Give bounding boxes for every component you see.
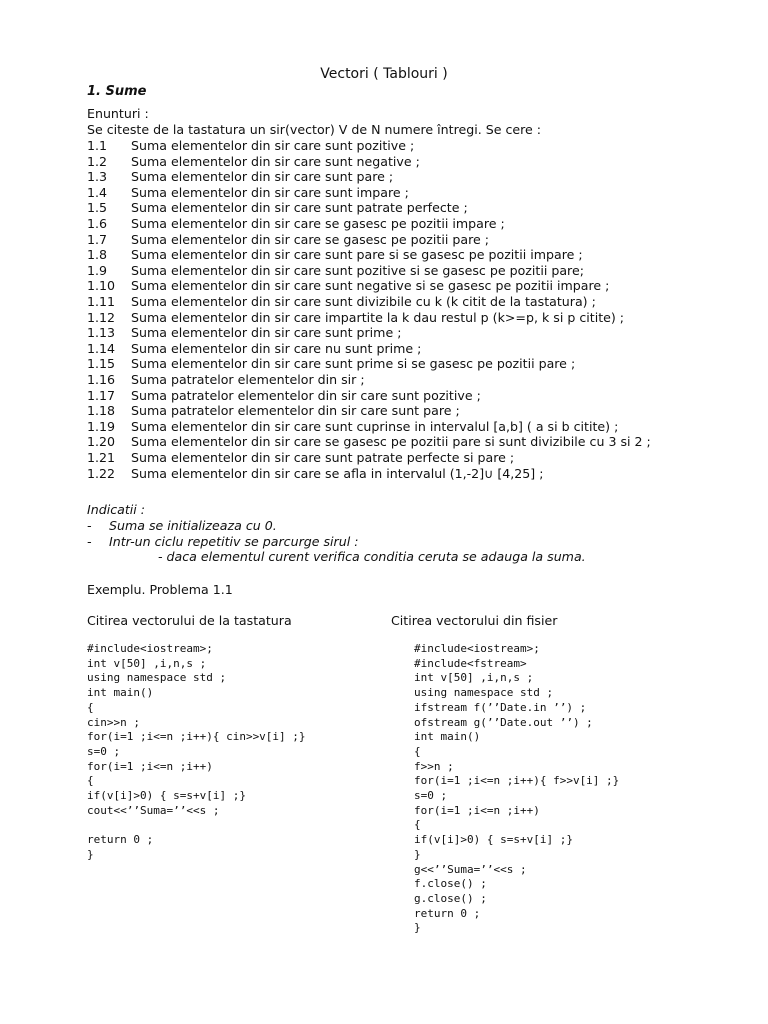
item-text: Suma elementelor din sir care sunt impare ; xyxy=(131,184,409,200)
example-label: Exemplu. Problema 1.1 xyxy=(87,582,233,597)
indicatie-1: Suma se initializeaza cu 0. xyxy=(109,518,277,533)
item-text: Suma elementelor din sir care sunt patrate perfecte ; xyxy=(131,200,468,216)
bullet-dash: - xyxy=(87,534,92,549)
item-text: Suma elementelor din sir care sunt negative ; xyxy=(131,153,420,169)
item-text: Suma elementelor din sir care sunt prime si se gasesc pe pozitii pare ; xyxy=(131,356,576,372)
item-number: 1.13 xyxy=(87,325,116,341)
item-number: 1.6 xyxy=(87,216,108,231)
item-text: Suma elementelor din sir care sunt patrate perfecte si pare ; xyxy=(131,450,515,465)
item-number: 1.21 xyxy=(87,450,116,465)
item-number: 1.3 xyxy=(87,169,108,185)
item-text: Suma elementelor din sir care sunt divizibile cu k (k citit de la tastatura) ; xyxy=(131,294,596,309)
item-text: Suma elementelor din sir care sunt prime ; xyxy=(131,325,402,341)
left-column-heading: Citirea vectorului de la tastatura xyxy=(87,613,292,628)
item-number: 1.7 xyxy=(87,231,108,247)
item-text: Suma elementelor din sir care sunt negative si se gasesc pe pozitii impare ; xyxy=(131,278,610,294)
section-heading: 1. Sume xyxy=(87,84,147,99)
item-number: 1.10 xyxy=(87,278,116,294)
item-number: 1.19 xyxy=(87,418,116,434)
item-number: 1.20 xyxy=(87,434,116,450)
item-number: 1.15 xyxy=(87,356,116,372)
item-text: Suma elementelor din sir care sunt pare si se gasesc pe pozitii impare ; xyxy=(131,247,583,263)
document-title: Vectori ( Tablouri ) xyxy=(320,66,448,82)
item-number: 1.8 xyxy=(87,247,108,263)
item-number: 1.16 xyxy=(87,372,116,387)
item-text: Suma elementelor din sir care sunt pare ; xyxy=(131,169,394,185)
item-number: 1.22 xyxy=(87,465,116,481)
right-column-heading: Citirea vectorului din fisier xyxy=(391,613,558,628)
item-text: Suma elementelor din sir care sunt pozitive ; xyxy=(131,138,415,153)
item-text: Suma patratelor elementelor din sir care sunt pozitive ; xyxy=(131,387,481,403)
item-text: Suma elementelor din sir care nu sunt prime ; xyxy=(131,340,422,356)
item-number: 1.9 xyxy=(87,262,108,278)
intro-heading: Enunturi : xyxy=(87,106,149,121)
item-text: Suma patratelor elementelor din sir care sunt pare ; xyxy=(131,403,460,419)
item-number: 1.11 xyxy=(87,294,116,309)
intro-statement: Se citeste de la tastatura un sir(vector) V de N numere întregi. Se cere : xyxy=(87,122,542,137)
item-text: Suma elementelor din sir care se gasesc pe pozitii impare ; xyxy=(131,216,505,231)
item-text: Suma elementelor din sir care se gasesc pe pozitii pare ; xyxy=(131,231,489,247)
item-number: 1.18 xyxy=(87,403,116,419)
item-text: Suma elementelor din sir care sunt cuprinse in intervalul [a,b] ( a si b citite) ; xyxy=(131,418,619,434)
code-keyboard: #include<iostream>; int v[50] ,i,n,s ; using namespace std ; int main() { cin>>n ; for(i=1 ;i<=n ;i++){ cin>>v[i] ;} s=0 ; for(i=1 ;i<=n ;i++) { if(v[i]>0) { s=s+v[i] ;} cout<<’’Suma=’’<<s ; return 0 ; } xyxy=(87,642,306,861)
item-number: 1.12 xyxy=(87,309,116,325)
item-number: 1.1 xyxy=(87,138,108,153)
item-number: 1.17 xyxy=(87,387,116,403)
item-text: Suma patratelor elementelor din sir ; xyxy=(131,372,365,387)
item-number: 1.5 xyxy=(87,200,108,216)
item-number: 1.2 xyxy=(87,153,108,169)
indicatii-heading: Indicatii : xyxy=(87,502,146,517)
indicatie-2: Intr-un ciclu repetitiv se parcurge sirul : xyxy=(109,534,359,549)
item-number: 1.4 xyxy=(87,184,108,200)
item-text: Suma elementelor din sir care sunt pozitive si se gasesc pe pozitii pare; xyxy=(131,262,584,278)
item-text: Suma elementelor din sir care se afla in intervalul (1,-2]∪ [4,25] ; xyxy=(131,465,544,481)
item-text: Suma elementelor din sir care impartite la k dau restul p (k>=p, k si p citite) ; xyxy=(131,309,625,325)
item-text: Suma elementelor din sir care se gasesc pe pozitii pare si sunt divizibile cu 3 si 2 ; xyxy=(131,434,651,450)
item-number: 1.14 xyxy=(87,340,116,356)
bullet-dash: - xyxy=(87,518,92,533)
indicatie-3: - daca elementul curent verifica conditia ceruta se adauga la suma. xyxy=(158,549,586,564)
code-file: #include<iostream>; #include<fstream> int v[50] ,i,n,s ; using namespace std ; ifstream f(’’Date.in ’’) ; ofstream g(’’Date.out ’’) ; int main() { f>>n ; for(i=1 ;i<=n ;i++){ f>>v[i] ;} s=0 ; for(i=1 ;i<=n ;i++) { if(v[i]>0) { s=s+v[i] ;} } g<<’’Suma=’’<<s ; f.close() ; g.close() ; return 0 ; } xyxy=(414,642,620,935)
